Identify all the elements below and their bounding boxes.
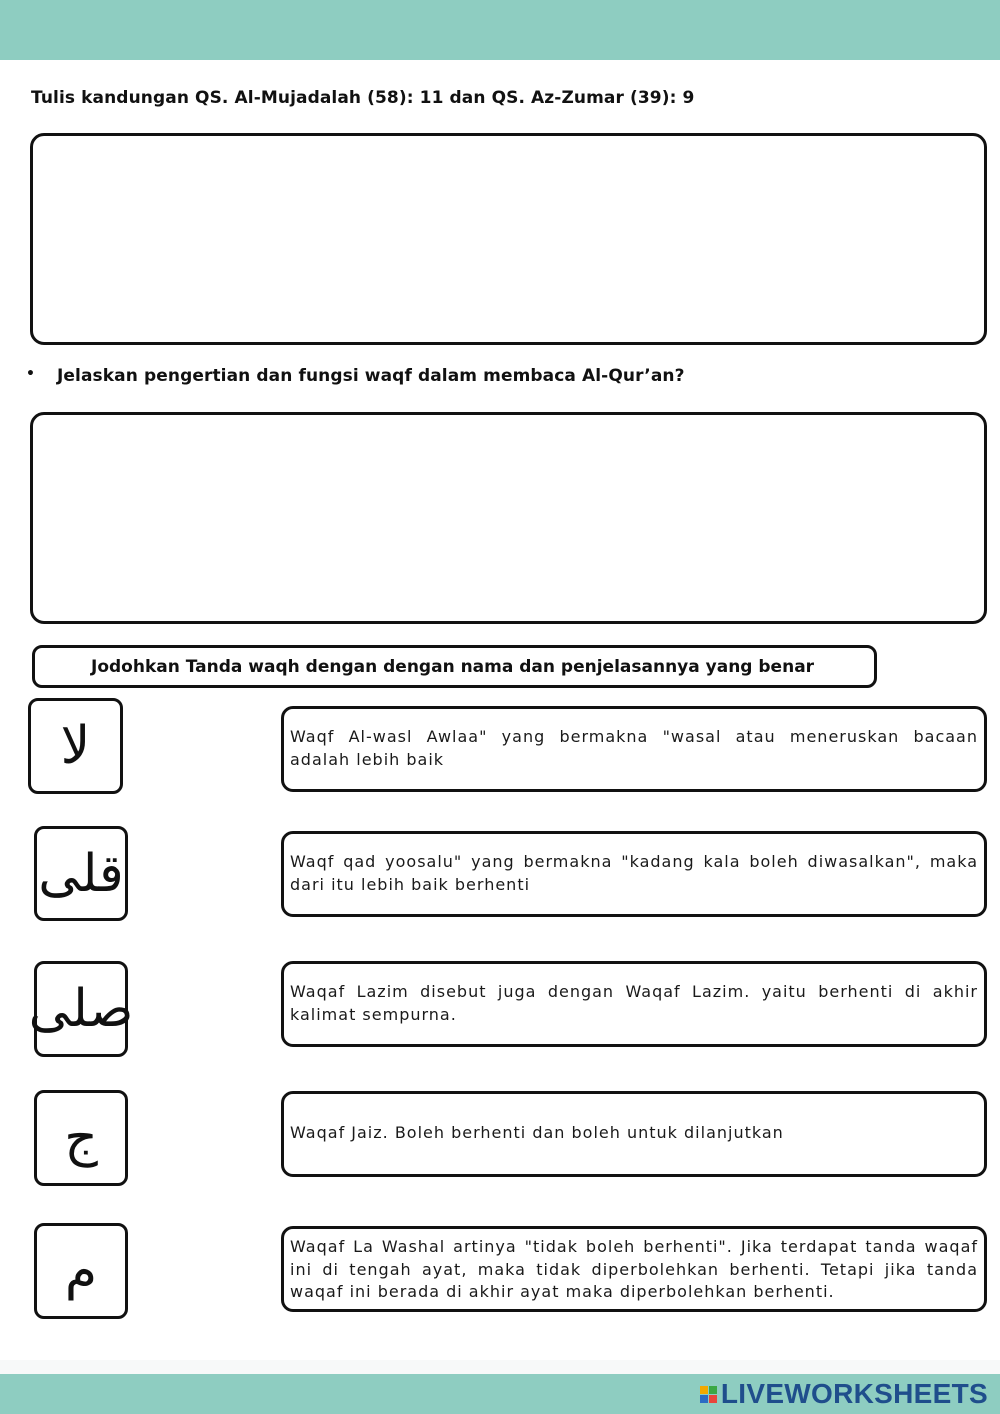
matching-instruction-text: Jodohkan Tanda waqh dengan dengan nama dan penjelasannya yang benar [91,656,815,677]
waqf-sign-la[interactable] [28,698,123,794]
waqf-sign-jim[interactable] [34,1090,128,1186]
question-1-answer-field[interactable] [30,133,987,345]
question-2-title: Jelaskan pengertian dan fungsi waqf dalam membaca Al-Qur’an? [57,366,685,386]
matching-description-5[interactable]: Waqaf La Washal artinya "tidak boleh berhenti". Jika terdapat tanda waqaf ini di tengah ayat, maka tidak diperbolehkan berhenti. Tetapi jika tanda waqaf ini berada di akhir ayat maka diperbolehkan berhenti. [281,1226,987,1312]
top-header-band [0,0,1000,60]
question-2-answer-field[interactable] [30,412,987,624]
matching-instruction [32,645,877,688]
liveworksheets-brand[interactable] [700,1374,988,1414]
waqf-sign-text: قلى [38,843,124,904]
liveworksheets-logo-icon [700,1386,717,1403]
waqf-sign-sila[interactable] [28,961,134,1057]
bottom-spacer [0,1360,1000,1374]
matching-description-1[interactable]: Waqf Al-wasl Awlaa" yang bermakna "wasal atau meneruskan bacaan adalah lebih baik [281,706,987,792]
waqf-sign-mim[interactable] [34,1223,128,1319]
question-1-title: Tulis kandungan QS. Al-Mujadalah (58): 11 dan QS. Az-Zumar (39): 9 [31,88,695,108]
matching-description-3[interactable]: Waqaf Lazim disebut juga dengan Waqaf Lazim. yaitu berhenti di akhir kalimat sempurna. [281,961,987,1047]
brand-name: LIVEWORKSHEETS [720,1378,988,1409]
matching-description-4[interactable]: Waqaf Jaiz. Boleh berhenti dan boleh untuk dilanjutkan [281,1091,987,1177]
waqf-sign-text: لا [60,716,91,776]
matching-description-2[interactable]: Waqf qad yoosalu" yang bermakna "kadang kala boleh diwasalkan", maka dari itu lebih baik berhenti [281,831,987,917]
waqf-sign-text: م [64,1241,98,1301]
waqf-sign-qila[interactable] [34,826,128,921]
waqf-sign-text: صلى [28,979,134,1039]
waqf-sign-text: ج [64,1108,98,1168]
bullet-icon: • [26,366,35,382]
